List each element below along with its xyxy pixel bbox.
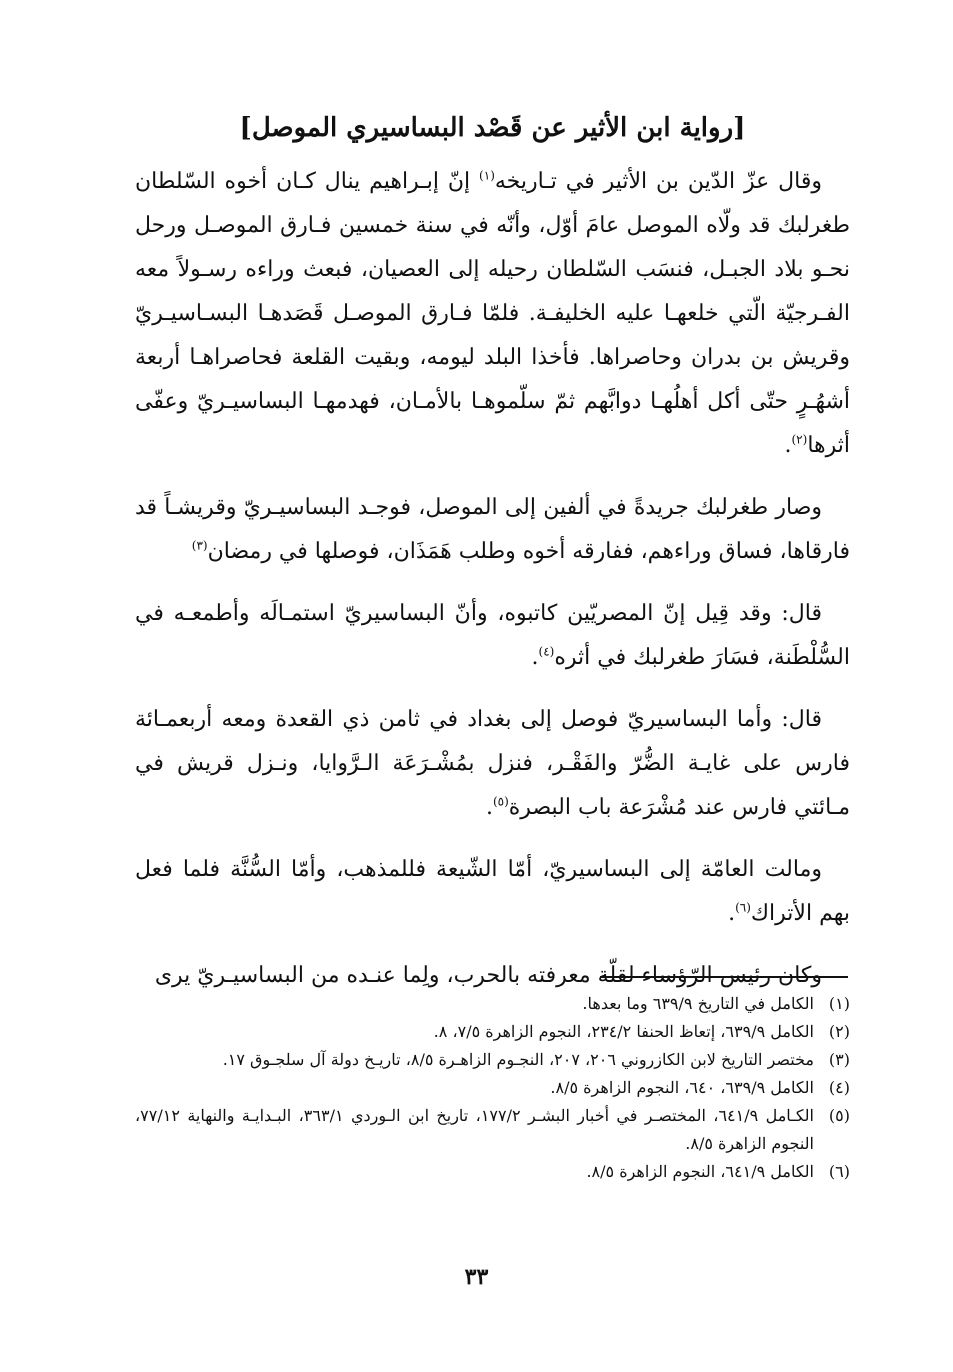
footnote-4	[135, 1074, 850, 1102]
footnote-number: (٢)	[828, 1022, 850, 1041]
footnote-text: الكامل ٦٣٩/٩، إتعاظ الحنفا ٢٣٤/٢، النجوم الزاهرة ٧/٥، ٨.	[433, 1022, 814, 1041]
paragraph-4: قال: وأما البساسيريّ فوصل إلى بغداد في ثامن ذي القعدة ومعه أربعمـائة فارس على غايـة الضُّرّ والفَقْـر، فنزل بمُشْـرَعَة الـرَّوايا، ونـزل قريش في مـائتي فارس عند مُشْرَعة باب البصرة$^{(٥)}$.	[135, 707, 850, 820]
footnote-ref-4[interactable]: (٤)	[538, 644, 555, 659]
paragraph-2: وصار طغرلبك جريدةً في ألفين إلى الموصل، فوجـد البساسيـريّ وقريشـاً قد فارقاها، فساق وراءهم، ففارقه أخوه وطلب هَمَذَان، فوصلها في رمضان$^{(٣)}$	[135, 495, 850, 564]
footnote-number: (٥)	[828, 1106, 850, 1125]
footnote-ref-3[interactable]: (٣)	[191, 538, 208, 553]
footnote-text: الكامل في التاريخ ٦٣٩/٩ وما بعدها.	[582, 994, 814, 1013]
footnote-text: مختصر التاريخ لابن الكازروني ٢٠٦، ٢٠٧، النجـوم الزاهـرة ٨/٥، تاريـخ دولة آل سلجـوق ١٧.	[222, 1050, 814, 1069]
footnote-text: الكامل ٦٣٩/٩، ٦٤٠، النجوم الزاهرة ٨/٥.	[550, 1078, 814, 1097]
footnote-number: (٤)	[828, 1078, 850, 1097]
footnote-6	[135, 1158, 850, 1186]
footnote-ref-6[interactable]: (٦)	[735, 900, 751, 915]
footnote-text: الكامل ٦٤١/٩، النجوم الزاهرة ٨/٥.	[586, 1162, 814, 1181]
footnote-2	[135, 1018, 850, 1046]
main-text	[135, 160, 850, 1016]
paragraph-3: قال: وقد قِيل إنّ المصريّين كاتبوه، وأنّ البساسيريّ استمـالَه وأطمعـه في السُّلْطَنة، فسَارَ طغرلبك في أثره$^{(٤)}$.	[135, 601, 850, 670]
footnote-ref-2[interactable]: (٢)	[791, 432, 808, 447]
footnote-3	[135, 1046, 850, 1074]
footnote-divider	[600, 976, 848, 978]
footnotes	[135, 990, 850, 1186]
footnote-ref-1[interactable]: (١)	[479, 168, 495, 183]
footnote-1	[135, 990, 850, 1018]
footnote-5	[135, 1102, 850, 1158]
footnote-number: (١)	[828, 994, 850, 1013]
paragraph-5: ومالت العامّة إلى البساسيريّ، أمّا الشّيعة فللمذهب، وأمّا السُّنَّة فلما فعل بهم الأتراك$^{(٦)}$.	[135, 857, 850, 926]
footnote-ref-5[interactable]: (٥)	[492, 794, 509, 809]
section-title: [رواية ابن الأثير عن قَصْد البساسيري الموصل]	[239, 113, 746, 143]
paragraph-6: وكان رئيس الرّؤساء لقلّة معرفته بالحرب، ولِما عنـده من البساسيـريّ يرى	[154, 963, 822, 988]
footnote-text: الكـامل ٦٤١/٩، المختصـر في أخبار البشـر ١٧٧/٢، تاريخ ابن الـوردي ٣٦٣/١، البـدايـة والنهاية ٧٧/١٢، النجوم الزاهرة ٨/٥.	[135, 1106, 814, 1153]
footnote-number: (٣)	[828, 1050, 850, 1069]
page-number: ٣٣	[464, 1264, 489, 1290]
footnote-number: (٦)	[828, 1162, 850, 1181]
paragraph-1: وقال عزّ الدّين بن الأثير في تـاريخه$^{(١)}$ إنّ إبـراهيم ينال كـان أخوه السّلطان طغرلبك قد ولّاه الموصل عامَ أوّل، وأنّه في سنة خمسين فـارق الموصـل ورحل نحـو بلاد الجبـل، فنسَب السّلطان رحيله إلى العصيان، فبعث وراءه رسـولاً معه الفـرجيّة الّتي خلعهـا عليه الخليفـة. فلمّا فـارق الموصـل قَصَدهـا البسـاسيـريّ وقريش بن بدران وحاصراها. فأخذا البلد ليومه، وبقيت القلعة فحاصراهـا أربعة أشهُـرٍ حتّى أكل أهلُهـا دوابَّهم ثمّ سلّموهـا بالأمـان، فهدمهـا البساسيـريّ وعفّى أثرها$^{(٢)}$.	[135, 168, 850, 458]
